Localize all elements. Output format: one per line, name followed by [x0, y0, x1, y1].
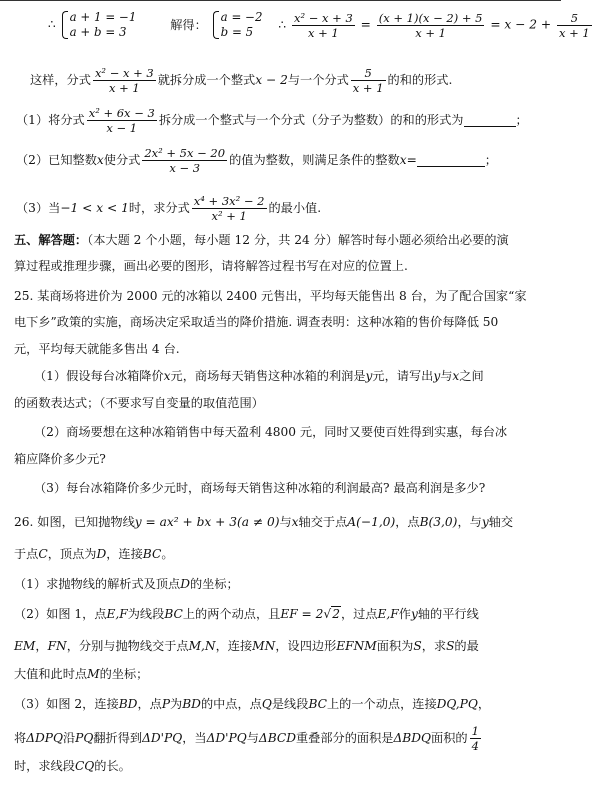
section-title: 五、解答题：: [14, 233, 88, 247]
fraction: $\frac{(x + 1)(x - 2) + 5}{x + 1}$: [378, 10, 483, 40]
problem-26-sub-2c: 大值和此时点M的坐标；: [14, 667, 149, 681]
equation-system-2: a = −2 b = 5: [211, 10, 263, 40]
question-2-line: （2）已知整数x使分式 $\frac{\text{2x² + 5x − 20}}{x - 3}$ 的值为整数，则满足条件的整数x= ；: [16, 146, 497, 175]
answer-blank[interactable]: [464, 114, 516, 127]
problem-25-line-2: 电下乡”政策的实施，商场决定采取适当的降价措施. 调查表明：这种冰箱的售价每降低 50: [14, 315, 499, 329]
problem-26-line-1: 26. 如图，已知抛物线y = ax² + bx + 3(a ≠ 0)与x轴交于点A(−1,0)，点B(3,0)，与y轴交: [14, 515, 514, 529]
fraction: $\frac{\text{2x² + 5x − 20}}{x - 3}$: [144, 146, 226, 175]
problem-25-sub-2: （2）商场要想在这种冰箱销售中每天盈利 4800 元，同时又要使百姓得到实惠，每台冰: [34, 425, 508, 439]
therefore-symbol-2: ∴: [278, 17, 287, 32]
intro-equation-line: ∴ a + 1 = −1 a + b = 3 解得： a = −2 b = 5 ∴ $\frac{\text{x² − x + 3}}{x + 1}$ = $\frac{(x + 1)(x - 2) + 5}{x + 1}$ = x − 2 + $\frac{5}{x + 1}$: [48, 10, 590, 40]
equation-system-1: a + 1 = −1 a + b = 3: [60, 10, 137, 40]
fraction: $\frac{5}{x + 1}$: [558, 10, 590, 40]
problem-26-sub-3b: 将ΔDPQ沿PQ翻折得到ΔD'PQ，当ΔD'PQ与ΔBCD重叠部分的面积是ΔBDQ面积的 $\frac{1}{4}$: [14, 724, 479, 753]
problem-26-sub-3c: 时，求线段CQ的长。: [14, 759, 131, 773]
conclusion-line: 这样，分式 $\frac{\text{x² − x + 3}}{x + 1}$ 就拆分成一个整式x − 2与一个分式 $\frac{5}{x + 1}$ 的和的形式.: [30, 66, 453, 95]
sqrt-symbol: √: [323, 607, 332, 621]
problem-25-sub-1b: 的函数表达式；（不要求写自变量的取值范围）: [14, 396, 264, 410]
problem-26-sub-1: （1）求抛物线的解析式及顶点D的坐标；: [14, 577, 239, 591]
fraction: $\frac{\text{x² − x + 3}}{x + 1}$: [293, 10, 353, 40]
question-1-line: （1）将分式 $\frac{\text{x² + 6x − 3}}{x - 1}$ 拆分成一个整式与一个分式（分子为整数）的和的形式为 ；: [16, 106, 528, 135]
question-3-line: （3）当−1 < x < 1时，求分式 $\frac{\text{x⁴ + 3x² − 2}}{\text{x² + 1}}$ 的最小值.: [16, 194, 322, 223]
section-5-line-2: 算过程或推理步骤，画出必要的图形，请将解答过程书写在对应的位置上.: [14, 259, 408, 273]
problem-25-line-3: 元，平均每天就能多售出 4 台.: [14, 342, 180, 356]
fraction: $\frac{\text{x² + 6x − 3}}{x - 1}$: [88, 106, 155, 135]
section-5-header: 五、解答题：（本大题 2 个小题，每小题 12 分，共 24 分）解答时每小题必须给出必要的演: [14, 233, 509, 247]
top-rule: [0, 0, 561, 1]
problem-26-sub-2b: EM，FN，分别与抛物线交于点M,N，连接MN，设四边形EFNM面积为S，求S的最: [14, 639, 479, 653]
problem-26-line-2: 于点C，顶点为D，连接BC。: [14, 547, 174, 561]
fraction: $\frac{\text{x² − x + 3}}{x + 1}$: [94, 66, 154, 95]
problem-25-sub-3: （3）每台冰箱降价多少元时，商场每天销售这种冰箱的利润最高? 最高利润是多少?: [34, 481, 486, 495]
problem-25-sub-1: （1）假设每台冰箱降价x元，商场每天销售这种冰箱的利润是y元，请写出y与x之间: [34, 369, 484, 383]
solve-label: 解得：: [170, 17, 207, 32]
fraction: $\frac{5}{x + 1}$: [352, 66, 384, 95]
problem-25-line-1: 25. 某商场将进价为 2000 元的冰箱以 2400 元售出，平均每天能售出 8 台，为了配合国家“家: [14, 289, 527, 303]
problem-25-sub-2b: 箱应降价多少元?: [14, 452, 106, 466]
fraction: $\frac{1}{4}$: [471, 724, 479, 753]
problem-26-sub-3: （3）如图 2，连接BD，点P为BD的中点，点Q是线段BC上的一个动点，连接DQ,PQ，: [14, 697, 491, 711]
problem-26-sub-2: （2）如图 1，点E,F为线段BC上的两个动点，且EF = 2√2，过点E,F作y轴的平行线: [14, 607, 479, 621]
therefore-symbol: ∴: [48, 17, 56, 32]
fraction: $\frac{\text{x⁴ + 3x² − 2}}{\text{x² + 1}}$: [193, 194, 265, 223]
answer-blank[interactable]: [417, 154, 485, 167]
